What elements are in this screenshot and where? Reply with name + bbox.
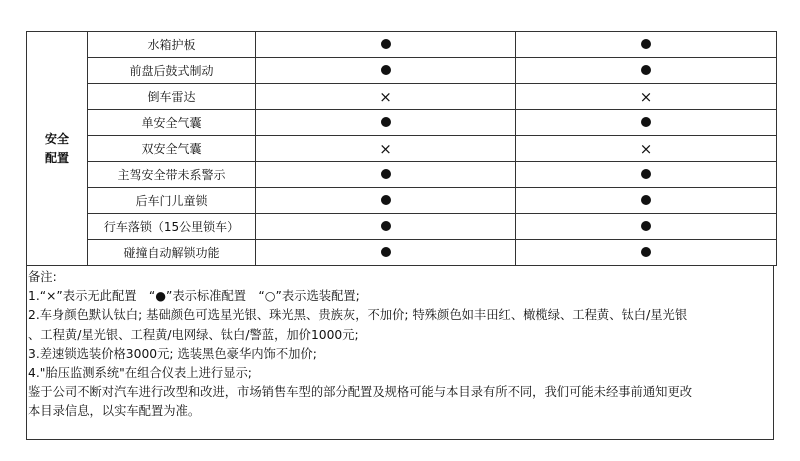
feature-name: 行车落锁（15公里锁车） bbox=[88, 214, 256, 240]
standard-dot-icon bbox=[381, 247, 391, 257]
notes-box bbox=[26, 266, 774, 440]
not-available-cross-icon: × bbox=[639, 87, 653, 106]
feature-name: 主驾安全带未系警示 bbox=[88, 162, 256, 188]
config-mark bbox=[516, 240, 777, 266]
standard-dot-icon bbox=[641, 169, 651, 179]
table-row bbox=[27, 110, 777, 136]
config-mark bbox=[256, 162, 516, 188]
feature-name: 倒车雷达 bbox=[88, 84, 256, 110]
config-mark bbox=[516, 214, 777, 240]
feature-name: 单安全气囊 bbox=[88, 110, 256, 136]
feature-name: 前盘后鼓式制动 bbox=[88, 58, 256, 84]
note-line: 4."胎压监测系统"在组合仪表上进行显示; bbox=[28, 366, 252, 381]
standard-dot-icon bbox=[641, 247, 651, 257]
config-mark bbox=[256, 84, 516, 110]
table-row bbox=[27, 58, 777, 84]
note-line: 鉴于公司不断对汽车进行改型和改进，市场销售车型的部分配置及规格可能与本目录有所不同，我们可能未经事前通知更改 bbox=[28, 385, 693, 400]
table-row bbox=[27, 162, 777, 188]
group-label-cell bbox=[27, 32, 88, 266]
note-line: 3.差速锁选装价格3000元; 选装黑色豪华内饰不加价; bbox=[28, 346, 317, 361]
config-mark bbox=[516, 84, 777, 110]
not-available-cross-icon: × bbox=[379, 139, 392, 158]
feature-name: 后车门儿童锁 bbox=[88, 188, 256, 214]
table-row bbox=[27, 240, 777, 266]
not-available-cross-icon: × bbox=[639, 139, 653, 158]
standard-dot-icon bbox=[381, 195, 391, 205]
config-mark bbox=[256, 240, 516, 266]
standard-dot-icon bbox=[641, 117, 651, 127]
spec-table bbox=[26, 31, 777, 266]
standard-dot-icon bbox=[641, 195, 651, 205]
feature-name: 碰撞自动解锁功能 bbox=[88, 240, 256, 266]
standard-dot-icon bbox=[381, 65, 391, 75]
config-mark bbox=[256, 214, 516, 240]
not-available-cross-icon: × bbox=[379, 87, 392, 106]
table-row bbox=[27, 214, 777, 240]
notes-title: 备注: bbox=[28, 270, 57, 284]
table-row bbox=[27, 136, 777, 162]
group-label-line2: 配置 bbox=[44, 150, 69, 165]
standard-dot-icon bbox=[641, 65, 651, 75]
standard-dot-icon bbox=[381, 39, 391, 49]
config-mark bbox=[256, 58, 516, 84]
config-mark bbox=[516, 58, 777, 84]
standard-dot-icon bbox=[381, 169, 391, 179]
config-mark bbox=[516, 162, 777, 188]
note-line: 、工程黄/星光银、工程黄/电网绿、钛白/警蓝，加价1000元; bbox=[28, 327, 359, 342]
config-mark bbox=[516, 32, 777, 58]
standard-dot-icon bbox=[641, 39, 651, 49]
feature-name: 双安全气囊 bbox=[88, 136, 256, 162]
table-row bbox=[27, 84, 777, 110]
config-mark bbox=[516, 188, 777, 214]
config-mark bbox=[256, 32, 516, 58]
config-mark bbox=[256, 188, 516, 214]
table-row bbox=[27, 188, 777, 214]
standard-dot-icon bbox=[381, 117, 391, 127]
table-row bbox=[27, 32, 777, 58]
standard-dot-icon bbox=[381, 221, 391, 231]
group-label-line1: 安全 bbox=[44, 131, 69, 146]
note-line: 本目录信息，以实车配置为准。 bbox=[28, 404, 201, 419]
feature-name: 水箱护板 bbox=[88, 32, 256, 58]
config-mark bbox=[516, 110, 777, 136]
config-mark bbox=[256, 136, 516, 162]
config-mark bbox=[516, 136, 777, 162]
config-mark bbox=[256, 110, 516, 136]
note-line: 2.车身颜色默认钛白; 基础颜色可选星光银、珠光黑、贵族灰，不加价; 特殊颜色如丰田红、橄榄绿、工程黄、钛白/星光银 bbox=[28, 308, 688, 323]
spec-sheet bbox=[26, 31, 776, 440]
note-line: 1.“×”表示无此配置 “●”表示标准配置 “○”表示选装配置; bbox=[28, 289, 360, 304]
standard-dot-icon bbox=[641, 221, 651, 231]
